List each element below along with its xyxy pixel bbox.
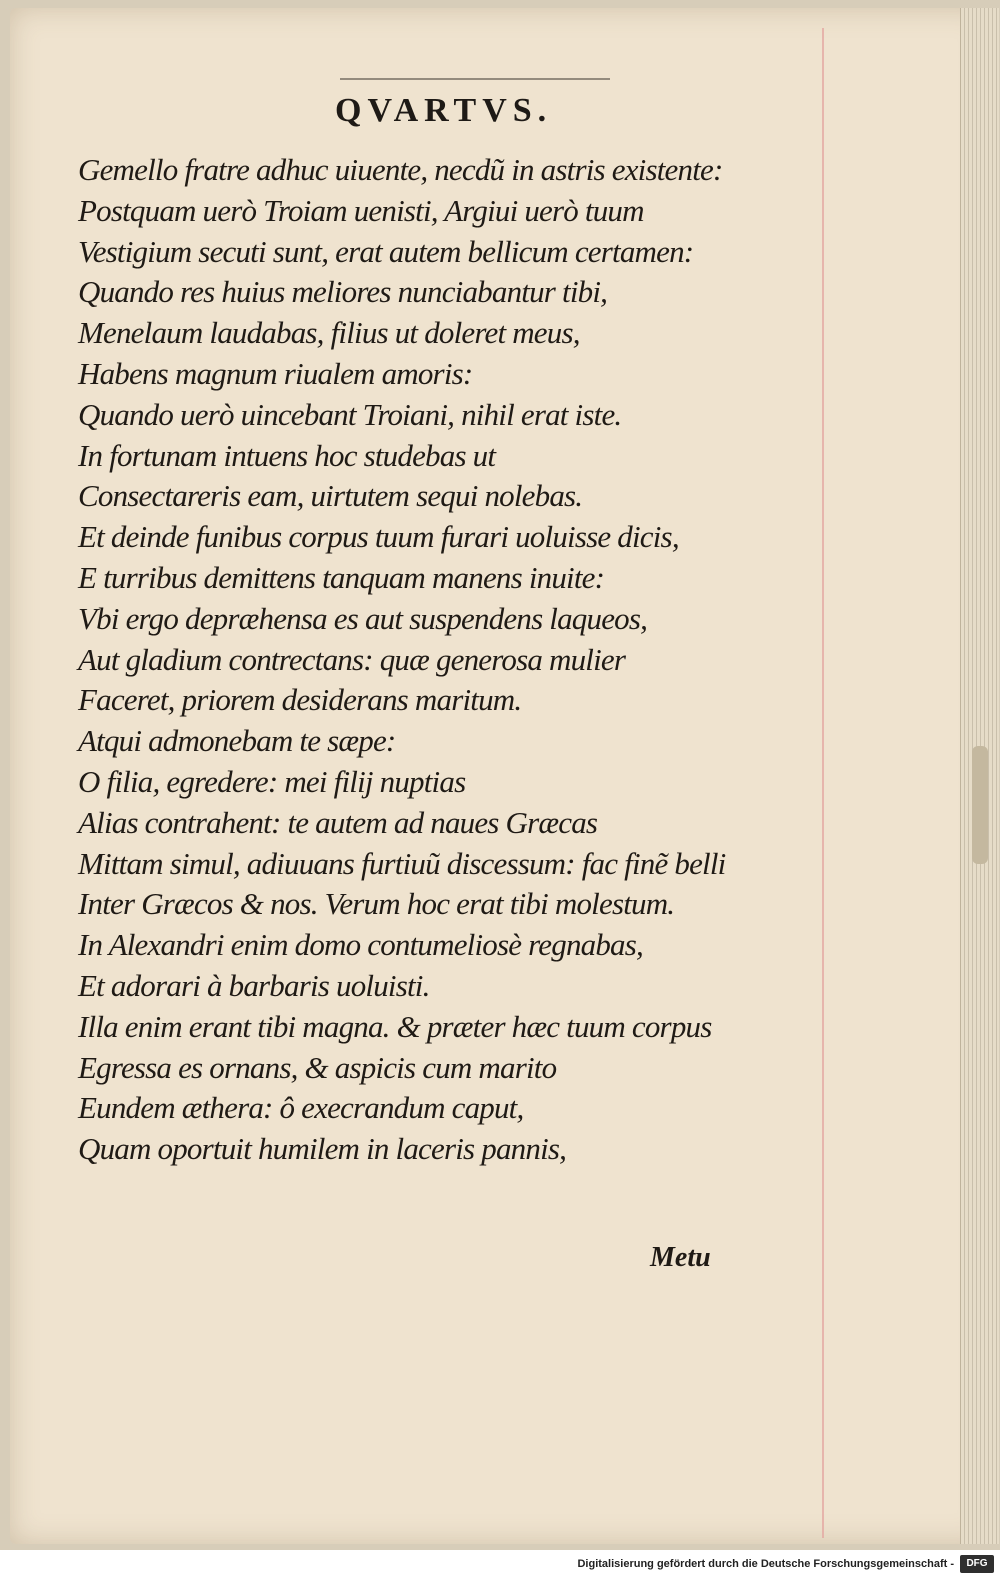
verse-line: Quando res huius meliores nunciabantur tibi,	[78, 274, 608, 310]
verse-line: Faceret, priorem desiderans maritum.	[78, 682, 522, 718]
footer-credit: Digitalisierung gefördert durch die Deutsche Forschungsgemeinschaft -	[577, 1558, 954, 1570]
verse-line: Alias contrahent: te autem ad naues Grӕcas	[78, 804, 598, 840]
verse-line: In Alexandri enim domo contumeliosè regnabas,	[78, 927, 643, 963]
head-ornament-rule	[340, 78, 610, 90]
verse-line: E turribus demittens tanquam manens inuite:	[78, 559, 605, 595]
verse-line: Illa enim erant tibi magna. & prӕter hӕc tuum corpus	[78, 1008, 712, 1044]
verse-line: Egressa es ornans, & aspicis cum marito	[78, 1049, 557, 1085]
verse-line: Vestigium secuti sunt, erat autem bellicum certamen:	[78, 233, 694, 269]
verse-line: Inter Grӕcos & nos. Verum hoc erat tibi molestum.	[78, 886, 675, 922]
dfg-logo: DFG	[960, 1555, 994, 1573]
verse-line: Quam oportuit humilem in laceris pannis,	[78, 1131, 567, 1167]
verse-line: Aut gladium contrectans: quӕ generosa mulier	[78, 641, 626, 677]
verse-text-block	[78, 150, 838, 1170]
verse-line: Mittam simul, adiuuans furtiuũ discessum: fac finẽ belli	[78, 845, 726, 881]
verse-line: Habens magnum riualem amoris:	[78, 355, 473, 391]
verse-line: Menelaum laudabas, filius ut doleret meus,	[78, 315, 580, 351]
verse-line: Et adorari à barbaris uoluisti.	[78, 967, 430, 1003]
running-head: QVARTVS.	[335, 92, 553, 129]
verse-line: In fortunam intuens hoc studebas ut	[78, 437, 496, 473]
catchword: Metu	[650, 1242, 711, 1273]
verse-line: Vbi ergo deprӕhensa es aut suspendens laqueos,	[78, 600, 648, 636]
verse-line: Et deinde funibus corpus tuum furari uoluisse dicis,	[78, 519, 679, 555]
verse-line: Gemello fratre adhuc uiuente, necdũ in astris existente:	[78, 152, 723, 187]
verse-line: Atqui admonebam te sӕpe:	[78, 723, 396, 759]
page-tab-marker	[972, 746, 988, 864]
verse-line: Eundem ӕthera: ô execrandum caput,	[78, 1090, 524, 1126]
verse-line: Quando uerò uincebant Troiani, nihil erat iste.	[78, 396, 622, 432]
verse-line: Postquam uerò Troiam uenisti, Argiui uerò tuum	[78, 192, 644, 228]
verse-line: Consectareris eam, uirtutem sequi nolebas.	[78, 478, 583, 514]
verse-line: O filia, egredere: mei filij nuptias	[78, 763, 466, 799]
